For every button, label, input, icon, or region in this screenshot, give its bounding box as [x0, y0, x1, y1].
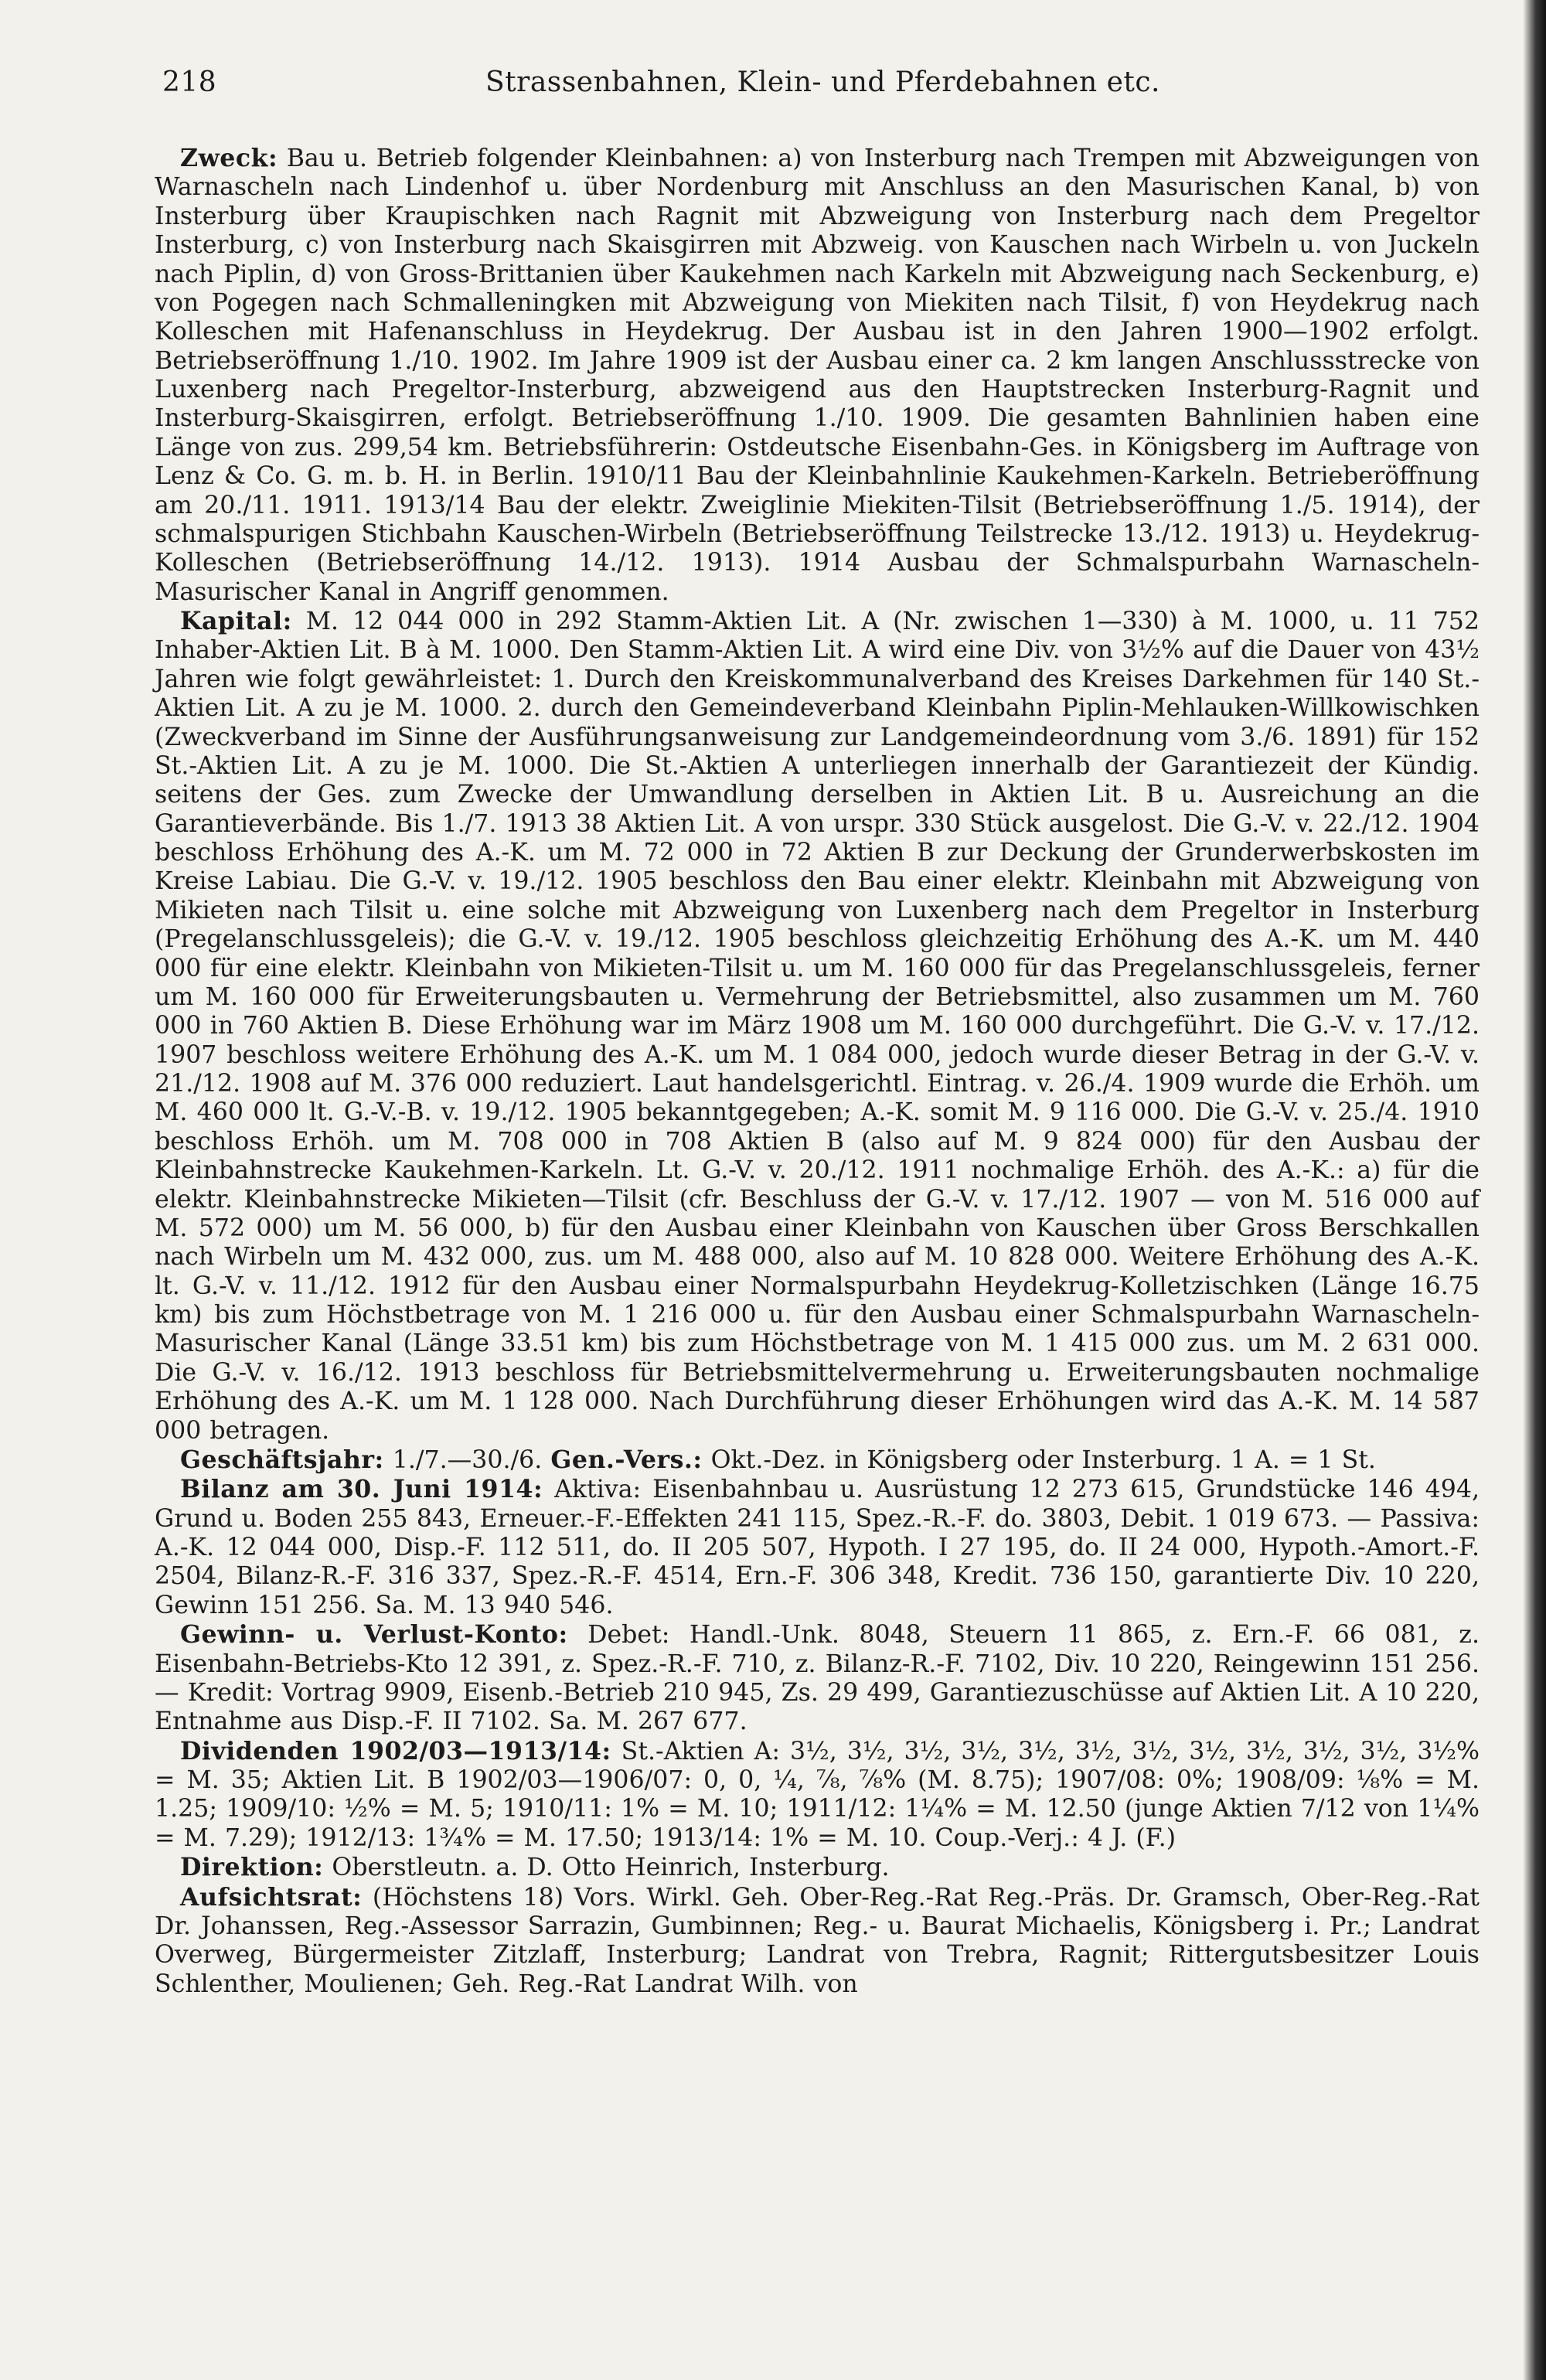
section-label: Kapital: — [180, 607, 292, 635]
section-text: Debet: Handl.-Unk. 8048, Steuern 11 865, z. Ern.-F. 66 081, z. Eisenbahn-Betriebs-Kto 12 391, z. Spez.-R.-F. 710, z. Bilanz-R.-F. 7102, Div. 10 220, Reingewinn 151 256. — Kredit: Vortrag 9909, Eisenb.-Betrieb 210 945, Zs. 29 499, Garantiezuschüsse auf Aktien Lit. A 10 220, Entnahme aus Disp.-F. II 7102. Sa. M. 267 677. — [155, 1621, 1480, 1736]
section-geschaeftsjahr — [155, 1445, 1480, 1475]
section-label: Gewinn- u. Verlust-Konto: — [180, 1620, 568, 1650]
section-label: Direktion: — [180, 1853, 324, 1882]
section-label: Geschäftsjahr: — [180, 1445, 384, 1474]
section-label: Dividenden 1902/03—1913/14: — [180, 1736, 611, 1765]
page-number: 218 — [162, 66, 217, 98]
section-label: Bilanz am 30. Juni 1914: — [180, 1475, 543, 1504]
section-direktion — [155, 1853, 1480, 1882]
section-label: Aufsichtsrat: — [180, 1882, 363, 1912]
section-text: St.-Aktien A: 3½, 3½, 3½, 3½, 3½, 3½, 3½, 3½, 3½, 3½, 3½, 3½% = M. 35; Aktien Lit. B 1902/03—1906/07: 0, 0, ¼, ⅞, ⅞% (M. 8.75); 1907/08: 0%; 1908/09: ⅛% = M. 1.25; 1909/10: ½% = M. 5; 1910/11: 1% = M. 10; 1911/12: 1¼% = M. 12.50 (junge Aktien 7/12 von 1¼% = M. 7.29); 1912/13: 1¾% = M. 17.50; 1913/14: 1% = M. 10. Coup.-Verj.: 4 J. (F.) — [155, 1737, 1480, 1852]
section-text: 1./7.—30./6. — [392, 1445, 543, 1474]
section-text: M. 12 044 000 in 292 Stamm-Aktien Lit. A (Nr. zwischen 1—330) à M. 1000, u. 11 752 Inhaber-Aktien Lit. B à M. 1000. Den Stamm-Aktien Lit. A wird eine Div. von 3½% auf die Dauer von 43½ Jahren wie folgt gewährleistet: 1. Durch den Kreiskommunalverband des Kreises Darkehmen für 140 St.-Aktien Lit. A zu je M. 1000. 2. durch den Gemeindeverband Kleinbahn Piplin-Mehlauken-Willkowischken (Zweckverband im Sinne der Ausführungsanweisung zur Landgemeindeordnung vom 3./6. 1891) für 152 St.-Aktien Lit. A zu je M. 1000. Die St.-Aktien A unterliegen innerhalb der Garantiezeit der Kündig. seitens der Ges. zum Zwecke der Umwandlung derselben in Aktien Lit. B u. Ausreichung an die Garantieverbände. Bis 1./7. 1913 38 Aktien Lit. A von urspr. 330 Stück ausgelost. Die G.-V. v. 22./12. 1904 beschloss Erhöhung des A.-K. um M. 72 000 in 72 Aktien B zur Deckung der Grunderwerbskosten im Kreise Labiau. Die G.-V. v. 19./12. 1905 beschloss den Bau einer elektr. Kleinbahn mit Abzweigung von Mikieten nach Tilsit u. eine solche mit Abzweigung von Luxenberg nach dem Pregeltor in Insterburg (Pregelanschlussgeleis); die G.-V. v. 19./12. 1905 beschloss gleichzeitig Erhöhung des A.-K. um M. 440 000 für eine elektr. Kleinbahn von Mikieten-Tilsit u. um M. 160 000 für das Pregelanschlussgeleis, ferner um M. 160 000 für Erweiterungsbauten u. Vermehrung der Betriebsmittel, also zusammen um M. 760 000 in 760 Aktien B. Diese Erhöhung war im März 1908 um M. 160 000 durchgeführt. Die G.-V. v. 17./12. 1907 beschloss weitere Erhöhung des A.-K. um M. 1 084 000, jedoch wurde dieser Betrag in der G.-V. v. 21./12. 1908 auf M. 376 000 reduziert. Laut handelsgerichtl. Eintrag. v. 26./4. 1909 wurde die Erhöh. um M. 460 000 lt. G.-V.-B. v. 19./12. 1905 bekanntgegeben; A.-K. somit M. 9 116 000. Die G.-V. v. 25./4. 1910 beschloss Erhöh. um M. 708 000 in 708 Aktien B (also auf M. 9 824 000) für den Ausbau der Kleinbahnstrecke Kaukehmen-Karkeln. Lt. G.-V. v. 20./12. 1911 nochmalige Erhöh. des A.-K.: a) für die elektr. Kleinbahnstrecke Mikieten—Tilsit (cfr. Beschluss der G.-V. v. 17./12. 1907 — von M. 516 000 auf M. 572 000) um M. 56 000, b) für den Ausbau einer Kleinbahn von Kauschen über Gross Berschkallen nach Wirbeln um M. 432 000, zus. um M. 488 000, also auf M. 10 828 000. Weitere Erhöhung des A.-K. lt. G.-V. v. 11./12. 1912 für den Ausbau einer Normalspurbahn Heydekrug-Kolletzischken (Länge 16.75 km) bis zum Höchstbetrage von M. 1 216 000 u. für den Ausbau einer Schmalspurbahn Warnascheln-Masurischer Kanal (Länge 33.51 km) bis zum Höchstbetrage von M. 1 415 000 zus. um M. 2 631 000. Die G.-V. v. 16./12. 1913 beschloss für Betriebsmittelvermehrung u. Erweiterungsbauten nochmalige Erhöhung des A.-K. um M. 1 128 000. Nach Durchführung dieser Erhöhungen wird das A.-K. M. 14 587 000 betragen. — [155, 608, 1480, 1445]
page-binding-shadow — [1523, 0, 1546, 2380]
section-kapital — [155, 607, 1480, 1445]
section-bilanz — [155, 1475, 1480, 1620]
section-label: Zweck: — [180, 144, 278, 172]
section-text-gen-vers: Okt.-Dez. in Königsberg oder Insterburg. 1 A. = 1 St. — [710, 1445, 1376, 1474]
running-title: Strassenbahnen, Klein- und Pferdebahnen etc. — [485, 66, 1160, 98]
section-text: (Höchstens 18) Vors. Wirkl. Geh. Ober-Reg.-Rat Reg.-Präs. Dr. Gramsch, Ober-Reg.-Rat Dr. Johanssen, Reg.-Assessor Sarrazin, Gumbinnen; Reg.- u. Baurat Michaelis, Königsberg i. Pr.; Landrat Overweg, Bürgermeister Zitzlaff, Insterburg; Landrat von Trebra, Ragnit; Rittergutsbesitzer Louis Schlenther, Moulienen; Geh. Reg.-Rat Landrat Wilh. von — [155, 1883, 1480, 1998]
section-label-gen-vers: Gen.-Vers.: — [550, 1445, 703, 1474]
section-text: Aktiva: Eisenbahnbau u. Ausrüstung 12 273 615, Grundstücke 146 494, Grund u. Boden 255 843, Erneuer.-F.-Effekten 241 115, Spez.-R.-F. do. 3803, Debit. 1 019 673. — Passiva: A.-K. 12 044 000, Disp.-F. 112 511, do. II 205 507, Hypoth. I 27 195, do. II 24 000, Hypoth.-Amort.-F. 2504, Bilanz-R.-F. 316 337, Spez.-R.-F. 4514, Ern.-F. 306 348, Kredit. 736 150, garantierte Div. 10 220, Gewinn 151 256. Sa. M. 13 940 546. — [155, 1476, 1480, 1619]
section-text: Oberstleutn. a. D. Otto Heinrich, Insterburg. — [332, 1854, 890, 1882]
body-text — [155, 144, 1480, 1999]
section-text: Bau u. Betrieb folgender Kleinbahnen: a) von Insterburg nach Trempen mit Abzweigungen von Warnascheln nach Lindenhof u. über Nordenburg mit Anschluss an den Masurischen Kanal, b) von Insterburg über Kraupischken nach Ragnit mit Abzweigung von Insterburg nach dem Pregeltor Insterburg, c) von Insterburg nach Skaisgirren mit Abzweig. von Kauschen nach Wirbeln u. von Juckeln nach Piplin, d) von Gross-Brittanien über Kaukehmen nach Karkeln mit Abzweigung nach Seckenburg, e) von Pogegen nach Schmalleningken mit Abzweigung von Miekiten nach Tilsit, f) von Heydekrug nach Kolleschen mit Hafenanschluss in Heydekrug. Der Ausbau ist in den Jahren 1900—1902 erfolgt. Betriebseröffnung 1./10. 1902. Im Jahre 1909 ist der Ausbau einer ca. 2 km langen Anschlussstrecke von Luxenberg nach Pregeltor-Insterburg, abzweigend aus den Hauptstrecken Insterburg-Ragnit und Insterburg-Skaisgirren, erfolgt. Betriebseröffnung 1./10. 1909. Die gesamten Bahnlinien haben eine Länge von zus. 299,54 km. Betriebsführerin: Ostdeutsche Eisenbahn-Ges. in Königsberg im Auftrage von Lenz & Co. G. m. b. H. in Berlin. 1910/11 Bau der Kleinbahnlinie Kaukehmen-Karkeln. Betrieberöffnung am 20./11. 1911. 1913/14 Bau der elektr. Zweiglinie Miekiten-Tilsit (Betriebseröffnung 1./5. 1914), der schmalspurigen Stichbahn Kauschen-Wirbeln (Betriebseröffnung Teilstrecke 13./12. 1913) u. Heydekrug-Kolleschen (Betriebseröffnung 14./12. 1913). 1914 Ausbau der Schmalspurbahn Warnascheln-Masurischer Kanal in Angriff genommen. — [155, 145, 1480, 606]
section-aufsichtsrat — [155, 1883, 1480, 2000]
section-gewinn-verlust — [155, 1620, 1480, 1737]
section-zweck — [155, 144, 1480, 607]
section-dividenden — [155, 1737, 1480, 1854]
